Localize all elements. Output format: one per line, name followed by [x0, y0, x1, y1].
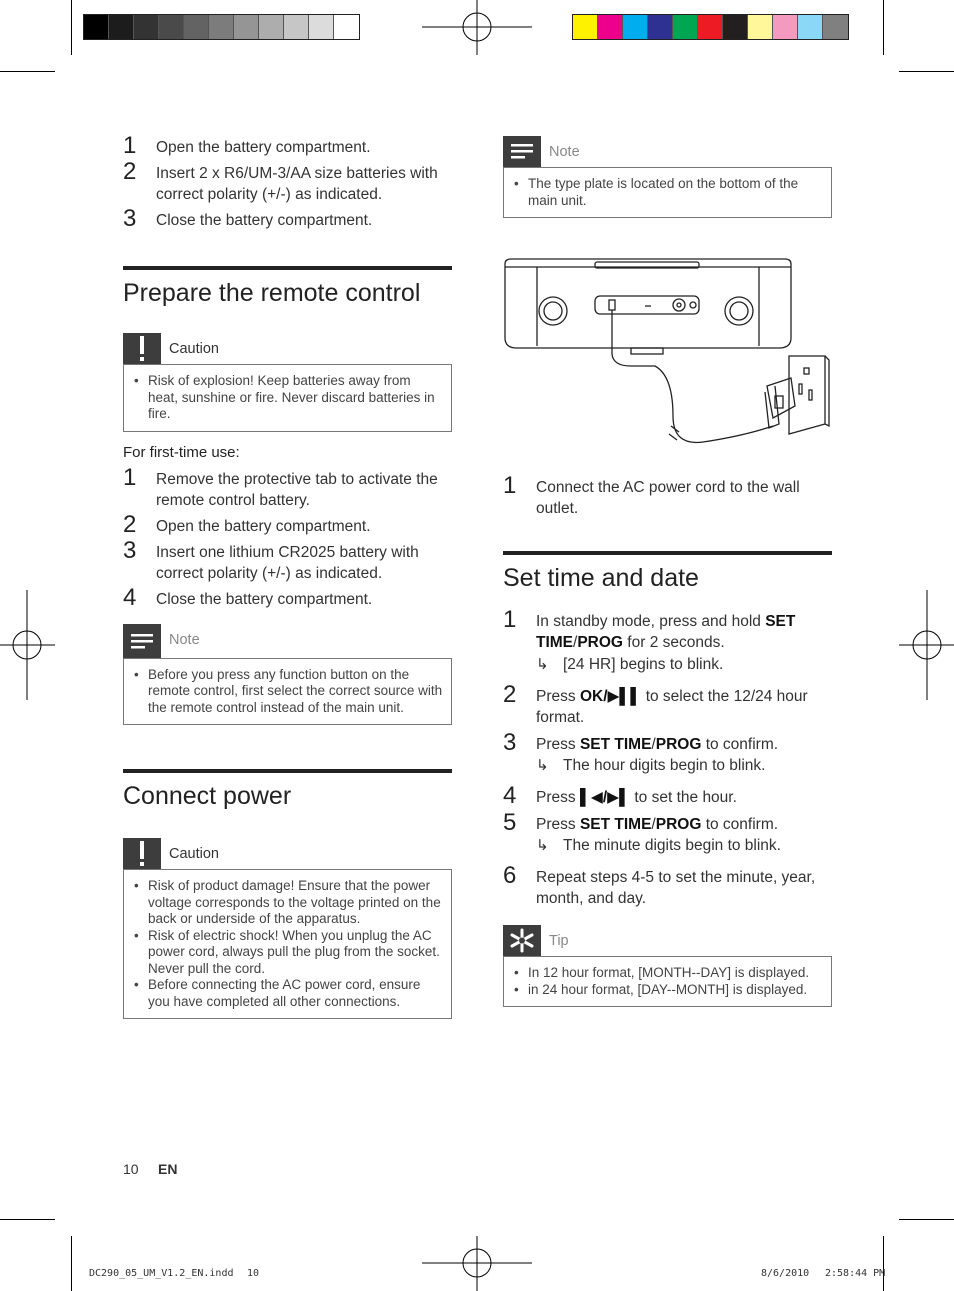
step-result	[503, 755, 832, 776]
step-number: 3	[503, 729, 517, 756]
registration-mark-top	[422, 0, 532, 55]
grayscale-color-bar	[83, 14, 360, 40]
step	[123, 536, 452, 584]
step-text: Close the battery compartment.	[156, 212, 373, 229]
key-ok-play-pause: OK/▶▌▌	[579, 688, 642, 705]
caution-item: • Before connecting the AC power cord, ensure you have completed all other connections.	[148, 977, 443, 1010]
process-color-bar	[572, 14, 849, 40]
tip-item: • in 24 hour format, [DAY--MONTH] is displayed.	[528, 982, 823, 999]
note-item: • The type plate is located on the bottom of the main unit.	[528, 176, 823, 209]
tip-icon	[503, 925, 541, 956]
step-result	[503, 654, 832, 675]
step-text: Press	[536, 688, 580, 705]
key-set-time: SET TIME	[536, 613, 796, 651]
note-icon	[503, 136, 541, 167]
caution-box-remote	[123, 333, 452, 432]
color-swatch	[748, 15, 773, 39]
key-set-time: SET TIME	[579, 816, 652, 833]
caution-item: • Risk of electric shock! When you unplug the AC power cord, always pull the plug from the socket. Never pull the cord.	[148, 928, 443, 978]
step-number: 3	[123, 536, 137, 564]
color-swatch	[723, 15, 748, 39]
gray-swatch	[259, 15, 284, 39]
registration-mark-right	[899, 590, 954, 700]
registration-mark-bottom	[422, 1236, 532, 1291]
slug-time: 2:58:44 PM	[825, 1268, 886, 1279]
step-number: 1	[503, 606, 517, 633]
color-swatch	[773, 15, 798, 39]
step-text: Connect the AC power cord to the wall outlet.	[536, 479, 800, 517]
left-column	[123, 132, 452, 1019]
gray-swatch	[209, 15, 234, 39]
step	[123, 583, 452, 611]
gray-swatch	[84, 15, 109, 39]
section-heading-time: Set time and date	[503, 551, 832, 593]
color-swatch	[573, 15, 598, 39]
step	[503, 681, 832, 728]
gray-swatch	[284, 15, 309, 39]
note-item: • Before you press any function button on the remote control, first select the correct source with the remote control instead of the main unit.	[148, 667, 443, 717]
step-number: 2	[503, 681, 517, 708]
step-number: 2	[123, 158, 137, 185]
caution-item: • Risk of product damage! Ensure that the power voltage corresponds to the voltage printed on the back or underside of the apparatus.	[148, 878, 443, 928]
step-number: 4	[123, 583, 137, 611]
step-result	[503, 835, 832, 856]
tip-item: • In 12 hour format, [MONTH--DAY] is displayed.	[528, 965, 823, 982]
key-prog: PROG	[577, 634, 623, 651]
step-text: Open the battery compartment.	[156, 517, 371, 535]
language-code: EN	[158, 1161, 178, 1177]
result-arrow-icon: ↳	[536, 837, 549, 854]
step	[503, 606, 832, 653]
step	[123, 132, 452, 159]
caution-body	[123, 869, 452, 1019]
color-swatch	[623, 15, 648, 39]
step-text: Repeat steps 4-5 to set the minute, year, month, and day.	[536, 869, 816, 907]
slug-date: 8/6/2010	[761, 1268, 810, 1279]
key-prev-next: ▌◀/▶▌	[579, 789, 631, 806]
caution-box-power	[123, 838, 452, 1019]
first-time-label: For first-time use:	[123, 443, 240, 461]
step-number: 3	[123, 205, 137, 232]
step-text: Open the battery compartment.	[156, 139, 371, 156]
step-number: 1	[503, 472, 517, 499]
step	[503, 782, 832, 809]
step	[123, 510, 452, 538]
step-text: for 2 seconds.	[623, 634, 725, 651]
color-swatch	[598, 15, 623, 39]
gray-swatch	[184, 15, 209, 39]
gray-swatch	[159, 15, 184, 39]
caution-label: Caution	[169, 341, 219, 357]
step-text: Remove the protective tab to activate the remote control battery.	[156, 470, 438, 509]
battery-steps	[123, 132, 452, 232]
gray-swatch	[234, 15, 259, 39]
step	[503, 472, 832, 519]
color-swatch	[698, 15, 723, 39]
separator: /	[651, 736, 656, 753]
step-number: 2	[123, 510, 137, 538]
gray-swatch	[334, 15, 359, 39]
tip-label: Tip	[549, 933, 569, 949]
slug-file: DC290_05_UM_V1.2_EN.indd	[89, 1268, 234, 1279]
step	[123, 205, 452, 232]
tip-box	[503, 925, 832, 1007]
power-connection-illustration	[503, 256, 832, 461]
note-box-type-plate	[503, 136, 832, 218]
color-swatch	[673, 15, 698, 39]
gray-swatch	[109, 15, 134, 39]
step	[503, 729, 832, 756]
step	[123, 463, 452, 511]
step-text: Insert one lithium CR2025 battery with correct polarity (+/-) as indicated.	[156, 543, 419, 582]
step	[503, 862, 832, 909]
step-number: 1	[123, 132, 137, 159]
key-set-time: SET TIME	[579, 736, 652, 753]
step	[503, 809, 832, 836]
note-box-remote	[123, 624, 452, 726]
note-label: Note	[169, 631, 200, 648]
step-text: Press	[536, 736, 580, 753]
caution-label: Caution	[169, 846, 219, 862]
separator: /	[573, 634, 578, 651]
slug-page: 10	[247, 1268, 260, 1279]
step	[123, 158, 452, 205]
color-swatch	[648, 15, 673, 39]
result-text: The hour digits begin to blink.	[563, 757, 766, 774]
step-number: 1	[123, 463, 137, 491]
separator: /	[651, 816, 656, 833]
step-number: 5	[503, 809, 517, 836]
note-body	[123, 658, 452, 726]
step-text: to confirm.	[701, 816, 779, 833]
color-swatch	[798, 15, 823, 39]
time-steps	[503, 606, 832, 909]
key-prog: PROG	[655, 736, 702, 753]
result-text: [24 HR] begins to blink.	[563, 656, 724, 673]
step-text: to select the 12/24 hour format.	[536, 688, 808, 726]
caution-item: • Risk of explosion! Keep batteries away from heat, sunshine or fire. Never discard batteries in fire.	[148, 373, 443, 423]
step-text: to set the hour.	[630, 789, 737, 806]
step-text: Press	[536, 816, 580, 833]
result-arrow-icon: ↳	[536, 757, 549, 774]
step-text: Insert 2 x R6/UM-3/AA size batteries with correct polarity (+/-) as indicated.	[156, 165, 438, 203]
note-body	[503, 167, 832, 218]
result-arrow-icon: ↳	[536, 656, 549, 673]
step-text: In standby mode, press and hold	[536, 613, 766, 630]
note-label: Note	[549, 144, 580, 160]
key-prog: PROG	[655, 816, 702, 833]
tip-body	[503, 956, 832, 1007]
step-number: 6	[503, 862, 517, 889]
result-text: The minute digits begin to blink.	[563, 837, 781, 854]
caution-icon	[123, 333, 161, 364]
step-text: Close the battery compartment.	[156, 590, 373, 608]
right-column	[503, 136, 832, 1007]
registration-mark-left	[0, 590, 55, 700]
page-number: 10	[123, 1161, 139, 1177]
caution-icon	[123, 838, 161, 869]
remote-steps	[123, 463, 452, 611]
section-heading-remote: Prepare the remote control	[123, 266, 452, 308]
step-text: to confirm.	[701, 736, 779, 753]
step-number: 4	[503, 782, 517, 809]
note-icon	[123, 624, 161, 658]
step-text: Press	[536, 789, 580, 806]
color-swatch	[823, 15, 848, 39]
gray-swatch	[134, 15, 159, 39]
section-heading-power: Connect power	[123, 769, 452, 811]
gray-swatch	[309, 15, 334, 39]
caution-body	[123, 364, 452, 432]
